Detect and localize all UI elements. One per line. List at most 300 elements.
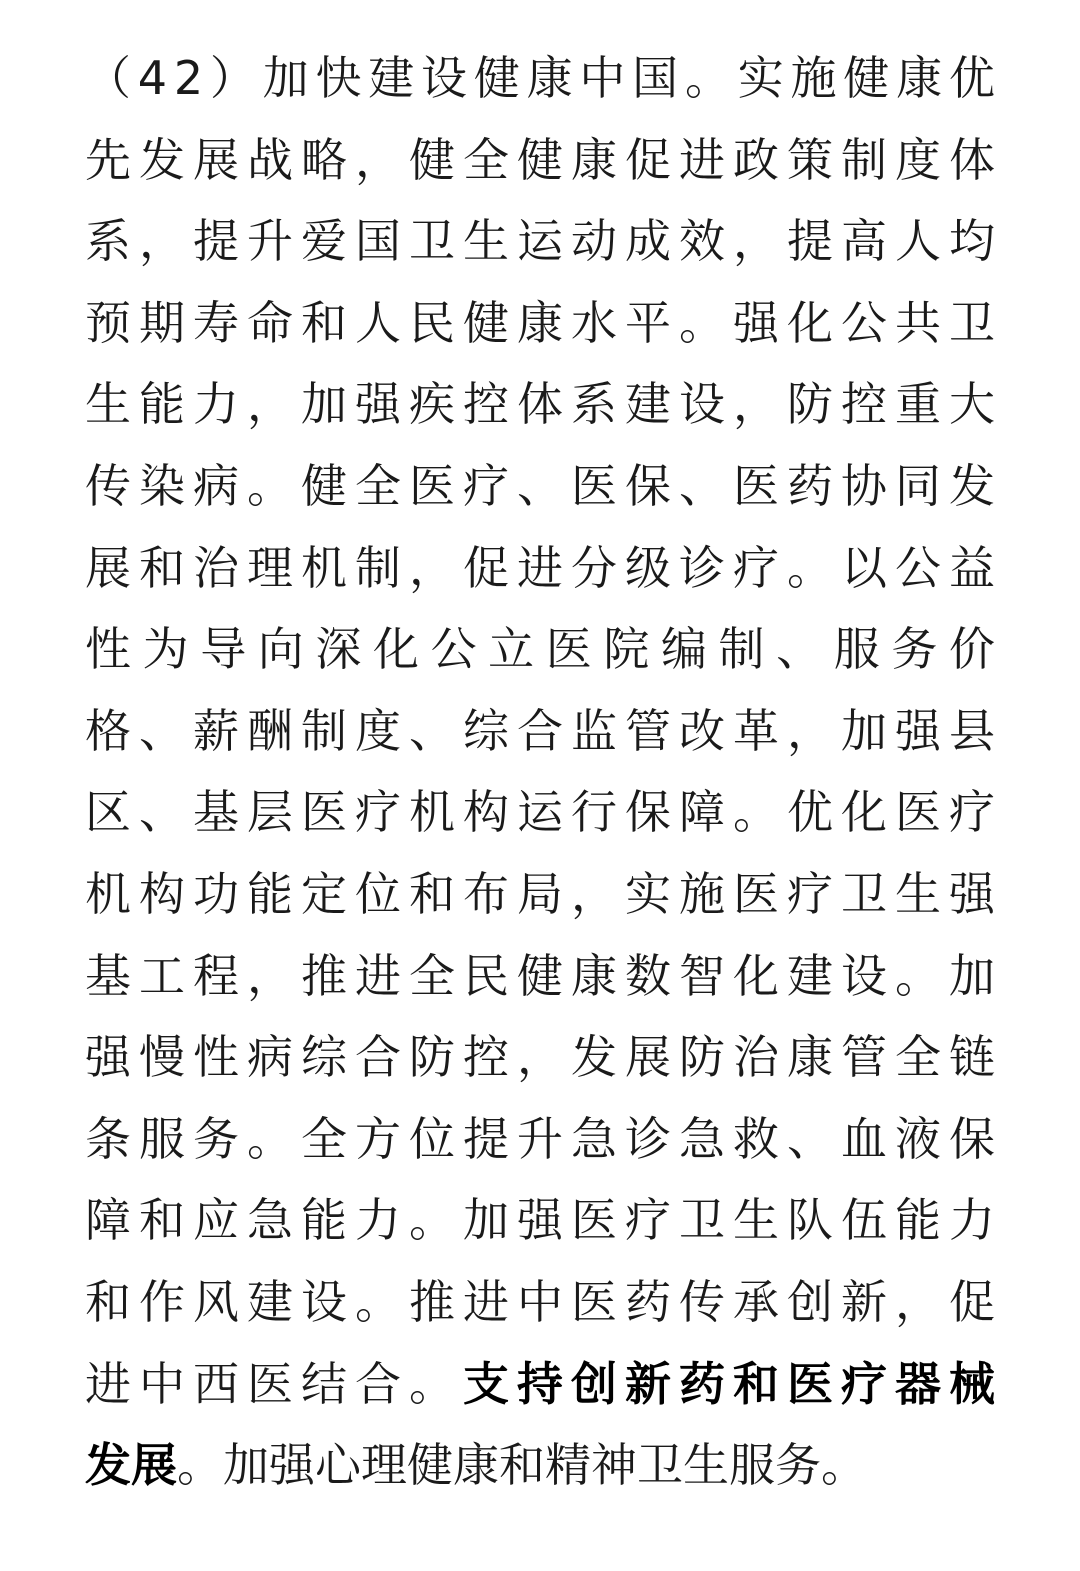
text-char: 全: [301, 1111, 347, 1166]
text-char: 和: [301, 295, 347, 350]
text-char: 强: [895, 703, 941, 758]
text-char: 优: [948, 51, 995, 105]
text-char: 略: [301, 132, 347, 187]
text-char: 保: [625, 458, 671, 513]
text-char: 数: [625, 948, 671, 1003]
text-char: 诊: [679, 540, 725, 595]
text-char: 中: [517, 1274, 563, 1329]
text-char: 公: [430, 622, 477, 677]
text-char: ，: [139, 214, 185, 269]
text-char: 康: [517, 295, 563, 350]
text-char: 促: [625, 132, 671, 187]
text-char: 风: [193, 1274, 239, 1329]
text-char: 为: [142, 622, 189, 677]
text-char: 化: [787, 295, 833, 350]
text-char: 保: [625, 785, 671, 840]
text-char: 生: [895, 866, 941, 921]
text-char: 医: [545, 622, 592, 677]
text-char: 血: [841, 1111, 887, 1166]
text-line: [85, 446, 995, 528]
text-char: 位: [355, 866, 401, 921]
text-char: 理: [247, 540, 293, 595]
text-char: 康: [571, 132, 617, 187]
text-char: 健: [517, 132, 563, 187]
text-char: 作: [139, 1274, 185, 1329]
text-char: 。: [679, 295, 725, 350]
text-char: 展: [625, 1030, 671, 1085]
text-char: 疗: [355, 785, 401, 840]
text-char: 合: [355, 1030, 401, 1085]
text-char: 重: [895, 377, 941, 432]
text-char: 疗: [625, 1193, 671, 1248]
text-char: 发: [571, 1030, 617, 1085]
text-char: 策: [787, 132, 833, 187]
text-char: 分: [571, 540, 617, 595]
text-line: [85, 201, 995, 283]
text-char: 深: [315, 622, 362, 677]
text-char: ，: [409, 540, 455, 595]
text-char: 和: [409, 866, 455, 921]
text-char: 提: [463, 1111, 509, 1166]
text-char: 传: [679, 1274, 725, 1329]
text-char: 卫: [409, 214, 455, 269]
text-char: 新: [841, 1274, 887, 1329]
text-char: 医: [571, 458, 617, 513]
text-line: [85, 691, 995, 773]
text-char: 导: [200, 622, 247, 677]
text-char: 制: [841, 132, 887, 187]
text-char: 定: [301, 866, 347, 921]
text-char: ，: [355, 132, 401, 187]
text-char: 系: [571, 377, 617, 432]
bold-char: 创: [571, 1356, 617, 1411]
text-char: ，: [733, 377, 779, 432]
text-char: 机: [409, 785, 455, 840]
text-char: 均: [949, 214, 995, 269]
text-char: 性: [85, 622, 131, 677]
text-char: 化: [372, 622, 419, 677]
text-char: 疗: [787, 866, 833, 921]
text-char: 预: [85, 295, 131, 350]
text-char: 全: [355, 458, 401, 513]
text-char: 监: [571, 703, 617, 758]
text-char: 快: [315, 51, 362, 105]
text-char: 进: [85, 1356, 131, 1411]
text-char: 加: [841, 703, 887, 758]
text-char: 医: [247, 1356, 293, 1411]
text-line: [85, 1017, 995, 1099]
text-char: 和: [139, 540, 185, 595]
text-char: 制: [355, 540, 401, 595]
text-char: 、: [517, 458, 563, 513]
text-line: [85, 1099, 995, 1181]
text-char: 设: [841, 948, 887, 1003]
text-char: 强: [949, 866, 995, 921]
text-char: 疗: [463, 458, 509, 513]
text-char: 寿: [193, 295, 239, 350]
text-char: 卫: [949, 295, 995, 350]
text-char: ，: [517, 1030, 563, 1085]
text-char: 行: [571, 785, 617, 840]
text-char: 强: [517, 1193, 563, 1248]
text-char: 级: [625, 540, 671, 595]
text-char: 命: [247, 295, 293, 350]
text-char: 系: [85, 214, 131, 269]
text-char: 革: [733, 703, 779, 758]
text-char: 加: [463, 1193, 509, 1248]
text-char: 治: [733, 1030, 779, 1085]
text-char: 合: [517, 703, 563, 758]
text-char: 障: [85, 1193, 131, 1248]
text-char: 综: [463, 703, 509, 758]
text-char: 促: [949, 1274, 995, 1329]
text-char: 进: [355, 948, 401, 1003]
text-char: 、: [787, 1111, 833, 1166]
text-char: 共: [895, 295, 941, 350]
text-char: 。: [895, 948, 941, 1003]
text-char: 设: [421, 51, 468, 105]
text-char: 全: [895, 1030, 941, 1085]
text-char: 政: [733, 132, 779, 187]
text-char: 格: [85, 703, 131, 758]
text-char: 医: [895, 785, 941, 840]
text-char: 方: [355, 1111, 401, 1166]
text-line: [85, 283, 995, 365]
text-char: 康: [571, 948, 617, 1003]
text-line: [85, 1425, 995, 1507]
text-char: 先: [85, 132, 131, 187]
text-char: 加: [262, 51, 309, 105]
text-char: 推: [301, 948, 347, 1003]
text-char: 机: [85, 866, 131, 921]
text-char: 防: [409, 1030, 455, 1085]
text-line: [85, 38, 995, 120]
text-char: 诊: [625, 1111, 671, 1166]
text-char: ，: [895, 1274, 941, 1329]
text-char: 急: [247, 1193, 293, 1248]
text-char: 民: [409, 295, 455, 350]
text-char: 康: [526, 51, 573, 105]
text-char: 中: [139, 1356, 185, 1411]
text-char: ，: [247, 377, 293, 432]
text-char: 县: [949, 703, 995, 758]
text-char: 度: [895, 132, 941, 187]
text-char: 基: [193, 785, 239, 840]
bold-char: 械: [949, 1356, 995, 1411]
text-char: 工: [139, 948, 185, 1003]
text-char: 向: [257, 622, 304, 677]
text-char: 医: [409, 458, 455, 513]
text-char: 展: [193, 132, 239, 187]
text-char: 障: [679, 785, 725, 840]
text-char: 、: [139, 785, 185, 840]
text-char: 能: [247, 866, 293, 921]
text-char: 控: [463, 1030, 509, 1085]
text-char: 健: [473, 51, 520, 105]
text-char: 能: [301, 1193, 347, 1248]
text-char: 程: [193, 948, 239, 1003]
text-char: 康: [896, 51, 943, 105]
text-char: 生: [733, 1193, 779, 1248]
text-char: 、: [409, 703, 455, 758]
text-char: 力: [355, 1193, 401, 1248]
text-char: 水: [571, 295, 617, 350]
text-char: 局: [517, 866, 563, 921]
text-char: 传: [85, 458, 131, 513]
text-char: 液: [895, 1111, 941, 1166]
text-char: 国: [355, 214, 401, 269]
text-char: 管: [625, 703, 671, 758]
text-char: 期: [139, 295, 185, 350]
text-char: 平: [625, 295, 671, 350]
text-char: 4: [137, 51, 168, 105]
text-char: 战: [247, 132, 293, 187]
text-char: 保: [949, 1111, 995, 1166]
text-char: 合: [355, 1356, 401, 1411]
text-char: 、: [679, 458, 725, 513]
text-char: 和: [85, 1274, 131, 1329]
text-char: 协: [841, 458, 887, 513]
text-char: 健: [409, 132, 455, 187]
text-char: 防: [787, 377, 833, 432]
text-char: 体: [517, 377, 563, 432]
bold-char: 医: [787, 1356, 833, 1411]
text-char: 。: [733, 785, 779, 840]
text-char: 动: [571, 214, 617, 269]
text-char: 医: [733, 458, 779, 513]
text-char: 提: [193, 214, 239, 269]
text-char: 推: [409, 1274, 455, 1329]
bold-text: 发展: [85, 1438, 177, 1493]
text-char: 卫: [679, 1193, 725, 1248]
text-char: 生: [463, 214, 509, 269]
text-line: [85, 609, 995, 691]
text-char: 医: [301, 785, 347, 840]
text-char: ，: [787, 703, 833, 758]
text-char: 急: [679, 1111, 725, 1166]
text-char: 。: [787, 540, 833, 595]
text-char: 、: [776, 622, 823, 677]
text-char: 力: [193, 377, 239, 432]
text-char: 承: [733, 1274, 779, 1329]
text-char: 全: [409, 948, 455, 1003]
text-char: 构: [139, 866, 185, 921]
text-char: 。: [247, 1111, 293, 1166]
text-char: 、: [139, 703, 185, 758]
text-char: 提: [787, 214, 833, 269]
text-char: 同: [895, 458, 941, 513]
text-char: 价: [948, 622, 995, 677]
text-char: 施: [790, 51, 837, 105]
text-char: 性: [193, 1030, 239, 1085]
text-char: 队: [787, 1193, 833, 1248]
text-char: 功: [193, 866, 239, 921]
text-char: 机: [301, 540, 347, 595]
text-char: 控: [841, 377, 887, 432]
text-char: 升: [517, 1111, 563, 1166]
text-char: 施: [679, 866, 725, 921]
bold-char: 疗: [841, 1356, 887, 1411]
text-char: 应: [193, 1193, 239, 1248]
text-char: 疗: [949, 785, 995, 840]
text-char: 布: [463, 866, 509, 921]
text-char: 条: [85, 1111, 131, 1166]
text-char: 位: [409, 1111, 455, 1166]
text-line: [85, 120, 995, 202]
text-char: ，: [571, 866, 617, 921]
text-char: 建: [247, 1274, 293, 1329]
text-char: 效: [679, 214, 725, 269]
text-char: 薪: [193, 703, 239, 758]
text-char: 改: [679, 703, 725, 758]
text-segment: 。加强心理健康和精神卫生服务。: [177, 1438, 867, 1493]
text-char: 创: [787, 1274, 833, 1329]
bold-char: 药: [679, 1356, 725, 1411]
text-char: 民: [463, 948, 509, 1003]
text-char: 化: [733, 948, 779, 1003]
text-char: 健: [463, 295, 509, 350]
text-char: 基: [85, 948, 131, 1003]
text-char: 运: [517, 214, 563, 269]
text-char: ）: [209, 51, 256, 105]
text-char: 度: [355, 703, 401, 758]
text-char: 立: [488, 622, 535, 677]
text-char: 务: [891, 622, 938, 677]
text-char: 和: [139, 1193, 185, 1248]
text-char: 进: [517, 540, 563, 595]
bold-char: 支: [463, 1356, 509, 1411]
text-char: 服: [139, 1111, 185, 1166]
text-char: 强: [355, 377, 401, 432]
text-char: 病: [247, 1030, 293, 1085]
text-char: 区: [85, 785, 131, 840]
text-char: 展: [85, 540, 131, 595]
text-char: 以: [841, 540, 887, 595]
text-char: 急: [571, 1111, 617, 1166]
bold-char: 和: [733, 1356, 779, 1411]
text-char: 编: [660, 622, 707, 677]
text-char: 疗: [733, 540, 779, 595]
text-char: 医: [733, 866, 779, 921]
text-char: 强: [733, 295, 779, 350]
text-char: 防: [679, 1030, 725, 1085]
text-char: 公: [841, 295, 887, 350]
text-line: [85, 528, 995, 610]
text-char: 病: [193, 458, 239, 513]
text-char: 控: [463, 377, 509, 432]
text-char: 人: [355, 295, 401, 350]
text-char: 加: [949, 948, 995, 1003]
text-char: 发: [139, 132, 185, 187]
text-char: 服: [833, 622, 880, 677]
text-char: 进: [679, 132, 725, 187]
text-char: 实: [737, 51, 784, 105]
text-char: 公: [895, 540, 941, 595]
text-char: 力: [949, 1193, 995, 1248]
text-char: 医: [571, 1193, 617, 1248]
text-char: 能: [895, 1193, 941, 1248]
text-char: 药: [787, 458, 833, 513]
text-char: 中: [579, 51, 626, 105]
text-char: 设: [679, 377, 725, 432]
text-line: [85, 364, 995, 446]
text-char: 。: [684, 51, 731, 105]
text-char: 综: [301, 1030, 347, 1085]
text-char: 制: [301, 703, 347, 758]
text-char: 医: [571, 1274, 617, 1329]
text-char: 酬: [247, 703, 293, 758]
bold-char: 器: [895, 1356, 941, 1411]
text-line: [85, 854, 995, 936]
text-char: 慢: [139, 1030, 185, 1085]
text-char: 院: [603, 622, 650, 677]
text-char: 健: [517, 948, 563, 1003]
text-char: 伍: [841, 1193, 887, 1248]
text-char: 。: [355, 1274, 401, 1329]
text-line: [85, 1344, 995, 1426]
text-char: 染: [139, 458, 185, 513]
text-char: 加: [301, 377, 347, 432]
bold-char: 持: [517, 1356, 563, 1411]
text-char: 救: [733, 1111, 779, 1166]
text-char: 智: [679, 948, 725, 1003]
bold-char: 新: [625, 1356, 671, 1411]
text-char: 人: [895, 214, 941, 269]
text-char: 。: [409, 1193, 455, 1248]
text-char: ，: [733, 214, 779, 269]
text-char: 。: [409, 1356, 455, 1411]
text-char: 健: [301, 458, 347, 513]
text-char: 全: [463, 132, 509, 187]
text-char: 升: [247, 214, 293, 269]
text-char: 结: [301, 1356, 347, 1411]
text-char: 链: [949, 1030, 995, 1085]
text-char: 实: [625, 866, 671, 921]
text-char: 建: [787, 948, 833, 1003]
text-char: 成: [625, 214, 671, 269]
text-char: 益: [949, 540, 995, 595]
text-line: [85, 1180, 995, 1262]
text-char: 促: [463, 540, 509, 595]
text-char: 治: [193, 540, 239, 595]
text-char: 进: [463, 1274, 509, 1329]
text-char: 康: [787, 1030, 833, 1085]
text-char: 卫: [841, 866, 887, 921]
text-char: 生: [85, 377, 131, 432]
text-char: 运: [517, 785, 563, 840]
text-char: 健: [843, 51, 890, 105]
text-char: 化: [841, 785, 887, 840]
text-char: 务: [193, 1111, 239, 1166]
text-char: （: [85, 51, 131, 105]
text-char: 管: [841, 1030, 887, 1085]
text-char: 。: [247, 458, 293, 513]
text-char: 强: [85, 1030, 131, 1085]
text-char: 爱: [301, 214, 347, 269]
text-line: [85, 936, 995, 1018]
text-char: 层: [247, 785, 293, 840]
text-char: 西: [193, 1356, 239, 1411]
text-char: 发: [949, 458, 995, 513]
text-char: 疾: [409, 377, 455, 432]
text-char: ，: [247, 948, 293, 1003]
text-char: 制: [718, 622, 765, 677]
text-line: [85, 1262, 995, 1344]
text-line: [85, 772, 995, 854]
text-char: 建: [625, 377, 671, 432]
text-char: 建: [368, 51, 415, 105]
text-char: 构: [463, 785, 509, 840]
